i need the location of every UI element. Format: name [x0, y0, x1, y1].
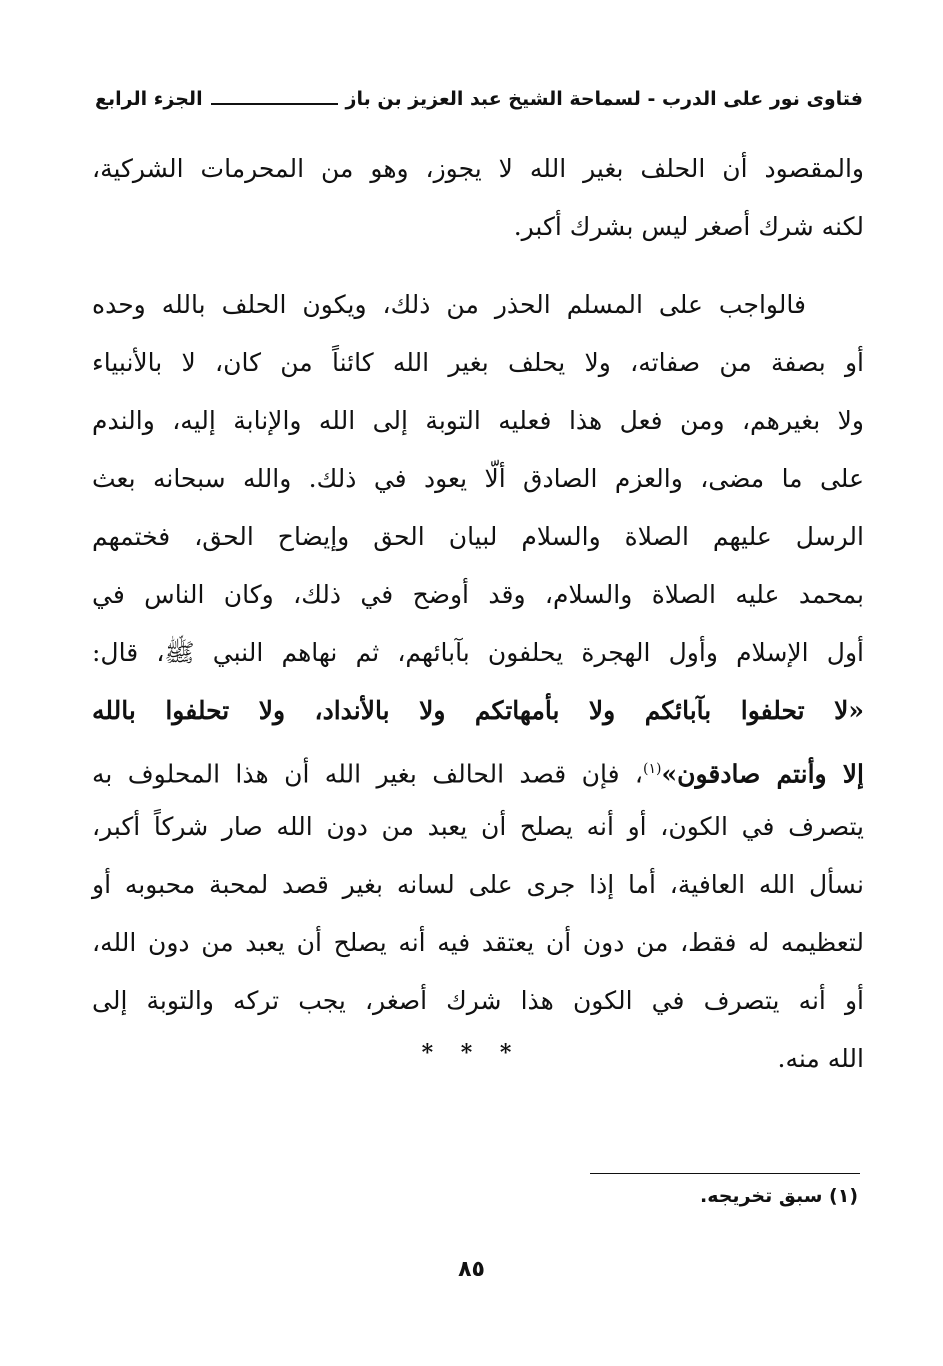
text-line: ولا بغيرهم، ومن فعل هذا فعليه التوبة إلى الله والإنابة إليه، والندم — [92, 406, 864, 435]
text-line: فالواجب على المسلم الحذر من ذلك، ويكون الحلف بالله وحده — [92, 290, 806, 319]
text-continuation: ، فإن قصد الحالف بغير الله أن هذا المحلوف به — [92, 759, 643, 789]
header-volume: الجزء الرابع — [95, 88, 203, 110]
running-header — [95, 82, 863, 116]
text-line: لكنه شرك أصغر ليس بشرك أكبر. — [513, 212, 864, 241]
header-book-title: فتاوى نور على الدرب - لسماحة الشيخ عبد العزيز بن باز — [345, 88, 863, 110]
page-number: ٨٥ — [458, 1257, 485, 1282]
section-separator: * * * — [421, 1040, 522, 1066]
footnote: (١) سبق تخريجه. — [700, 1185, 858, 1207]
paragraph-gap — [92, 256, 864, 276]
text-line: أو بصفة من صفاته، ولا يحلف بغير الله كائناً من كان، لا بالأنبياء — [92, 348, 864, 377]
footnote-marker: (١) — [643, 761, 662, 777]
main-text — [92, 140, 864, 1088]
text-line: بمحمد عليه الصلاة والسلام، وقد أوضح في ذلك، وكان الناس في — [92, 580, 864, 609]
text-line: نسأل الله العافية، أما إذا جرى على لسانه بغير قصد لمحبة محبوبه أو — [92, 870, 864, 899]
header-rule — [211, 93, 338, 105]
hadith-end: إلا وأنتم صادقون» — [661, 759, 864, 789]
text-line: على ما مضى، والعزم الصادق ألّا يعود في ذلك. والله سبحانه بعث — [92, 464, 864, 493]
text-line: أول الإسلام وأول الهجرة يحلفون بآبائهم، ثم نهاهم النبي ﷺ، قال: — [92, 638, 864, 667]
hadith-line: «لا تحلفوا بآبائكم ولا بأمهاتكم ولا بالأنداد، ولا تحلفوا بالله — [92, 696, 864, 725]
text-line — [92, 740, 864, 798]
text-line: يتصرف في الكون، أو أنه يصلح أن يعبد من دون الله صار شركاً أكبر، — [92, 812, 864, 841]
text-line: والمقصود أن الحلف بغير الله لا يجوز، وهو من المحرمات الشركية، — [92, 154, 864, 183]
text-line: لتعظيمه له فقط، من دون أن يعتقد فيه أنه يصلح أن يعبد من دون الله، — [92, 928, 864, 957]
footnote-rule — [590, 1173, 860, 1174]
text-line: الرسل عليهم الصلاة والسلام لبيان الحق وإيضاح الحق، فختمهم — [92, 522, 864, 551]
text-line: الله منه. — [777, 1044, 864, 1073]
text-line: أو أنه يتصرف في الكون هذا شرك أصغر، يجب تركه والتوبة إلى — [92, 986, 864, 1015]
